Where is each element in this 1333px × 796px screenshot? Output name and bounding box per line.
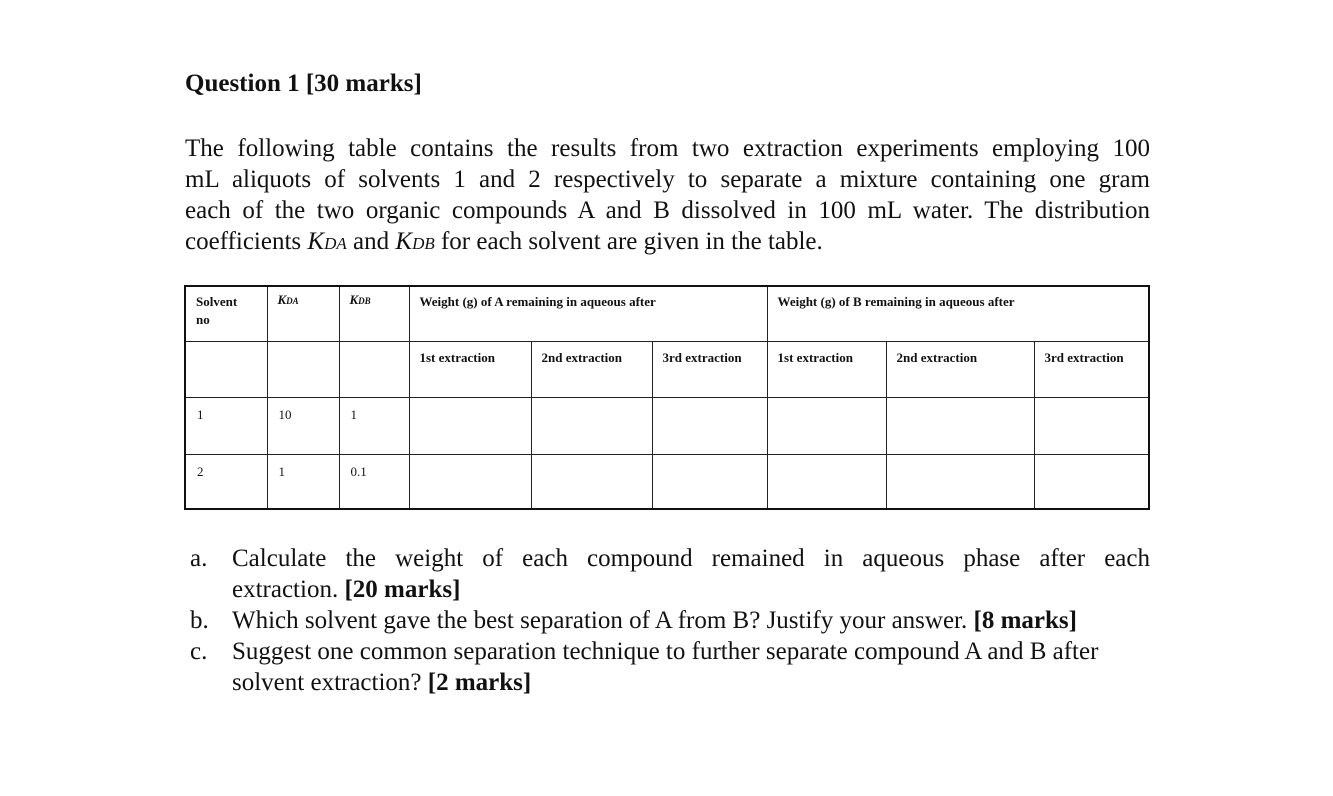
cell-kdb: 0.1 (339, 455, 409, 510)
intro-paragraph (185, 133, 1150, 259)
task-letter: a. (190, 545, 208, 572)
header-weight-b: Weight (g) of B remaining in aqueous after (767, 286, 1149, 342)
intro-line-2: mL aliquots of solvents 1 and 2 respectively to separate a mixture containing one gram (185, 166, 1150, 193)
header-weight-a: Weight (g) of A remaining in aqueous after (409, 286, 767, 342)
table-cell (1034, 455, 1149, 510)
task-b-marks: [8 marks] (973, 607, 1077, 634)
table-cell (339, 342, 409, 398)
table-cell (185, 342, 267, 398)
subheader-a-1st: 1st extraction (409, 342, 531, 398)
task-c (190, 636, 1150, 698)
subheader-b-2nd: 2nd extraction (886, 342, 1034, 398)
table-cell (409, 455, 531, 510)
table-cell (652, 398, 767, 455)
task-a-marks: [20 marks] (344, 576, 461, 603)
task-c-marks: [2 marks] (427, 669, 532, 696)
cell-solvent: 1 (185, 398, 267, 455)
table-cell (1034, 398, 1149, 455)
cell-kda: 10 (267, 398, 339, 455)
intro-line-1: The following table contains the results from two extraction experiments employing 100 (185, 135, 1150, 162)
task-c-line-2: solvent extraction? [2 marks] (232, 669, 532, 696)
header-kdb: KDB (339, 286, 409, 342)
table-cell (886, 455, 1034, 510)
task-a (190, 543, 1150, 605)
task-c-line-1: Suggest one common separation technique to further separate compound A and B after (232, 638, 1099, 665)
table-cell (531, 455, 652, 510)
task-b (190, 605, 1150, 636)
table-cell (531, 398, 652, 455)
task-a-line-1: Calculate the weight of each compound remained in aqueous phase after each (232, 545, 1150, 572)
subheader-a-3rd: 3rd extraction (652, 342, 767, 398)
cell-kda: 1 (267, 455, 339, 510)
subheader-b-3rd: 3rd extraction (1034, 342, 1149, 398)
header-solvent: Solvent no (185, 286, 267, 342)
question-title: Question 1 [30 marks] (185, 70, 422, 97)
kda-symbol: KDA (307, 228, 347, 255)
results-table (184, 285, 1150, 510)
task-letter: c. (190, 638, 208, 665)
task-b-line-1: Which solvent gave the best separation of A from B? Justify your answer. [8 marks] (232, 607, 1077, 634)
subheader-b-1st: 1st extraction (767, 342, 886, 398)
table-row (185, 455, 1149, 510)
header-kda: KDA (267, 286, 339, 342)
kdb-symbol: KDB (395, 228, 435, 255)
intro-line-4: coefficients KDA and KDB for each solvent are given in the table. (185, 228, 823, 255)
table-cell (267, 342, 339, 398)
table-cell (767, 398, 886, 455)
task-list (190, 543, 1150, 698)
cell-solvent: 2 (185, 455, 267, 510)
task-a-line-2: extraction. [20 marks] (232, 576, 461, 603)
table-cell (652, 455, 767, 510)
task-letter: b. (190, 607, 209, 634)
table-cell (886, 398, 1034, 455)
table-subheader-row (185, 342, 1149, 398)
table-cell (767, 455, 886, 510)
table-cell (409, 398, 531, 455)
table-row (185, 398, 1149, 455)
cell-kdb: 1 (339, 398, 409, 455)
intro-line-3: each of the two organic compounds A and B dissolved in 100 mL water. The distribution (185, 197, 1150, 224)
table-header-row (185, 286, 1149, 342)
subheader-a-2nd: 2nd extraction (531, 342, 652, 398)
